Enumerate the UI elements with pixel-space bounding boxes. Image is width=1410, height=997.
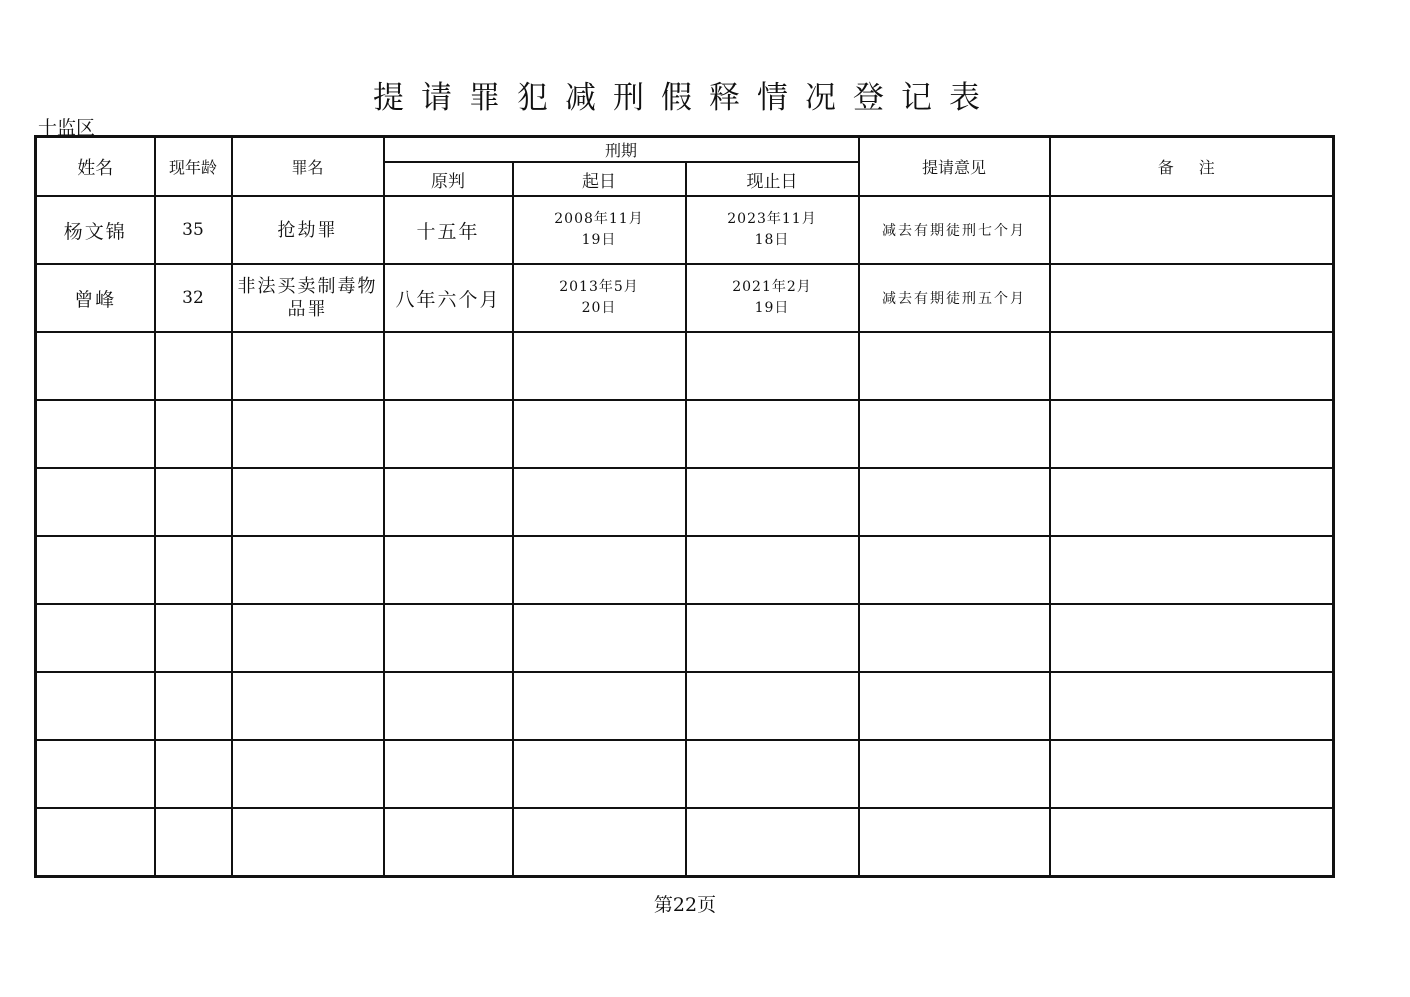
empty-row: [36, 672, 1334, 740]
empty-cell: [1050, 536, 1334, 604]
cell-original-sentence: 十五年: [384, 196, 513, 264]
empty-cell: [384, 604, 513, 672]
end-date-line1: 2023年11月: [727, 211, 817, 227]
empty-cell: [513, 604, 686, 672]
empty-cell: [513, 332, 686, 400]
empty-row: [36, 536, 1334, 604]
cell-opinion: 减去有期徒刑五个月: [859, 264, 1050, 332]
empty-cell: [232, 400, 384, 468]
empty-cell: [384, 468, 513, 536]
header-end: 现止日: [686, 162, 859, 196]
cell-age: 35: [155, 196, 232, 264]
empty-cell: [1050, 468, 1334, 536]
cell-name: 曾峰: [36, 264, 155, 332]
header-row-top: [36, 137, 1334, 163]
empty-cell: [1050, 400, 1334, 468]
empty-row: [36, 400, 1334, 468]
empty-cell: [859, 400, 1050, 468]
empty-cell: [232, 536, 384, 604]
start-date-line1: 2013年5月: [559, 279, 639, 295]
header-crime: 罪名: [232, 137, 384, 197]
start-date-line2: 19日: [581, 232, 617, 248]
empty-cell: [384, 536, 513, 604]
empty-cell: [384, 332, 513, 400]
empty-cell: [1050, 604, 1334, 672]
empty-cell: [513, 536, 686, 604]
header-remarks: 备 注: [1050, 137, 1334, 197]
empty-cell: [384, 740, 513, 808]
empty-cell: [36, 672, 155, 740]
empty-cell: [686, 808, 859, 876]
end-date-line1: 2021年2月: [732, 279, 812, 295]
document-title: 提请罪犯减刑假释情况登记表: [373, 80, 997, 116]
empty-cell: [384, 808, 513, 876]
empty-cell: [232, 672, 384, 740]
empty-cell: [686, 672, 859, 740]
cell-end-date: [686, 196, 859, 264]
empty-cell: [859, 740, 1050, 808]
empty-cell: [155, 536, 232, 604]
page-number: 第22页: [653, 894, 717, 916]
header-name: 姓名: [36, 137, 155, 197]
header-original: 原判: [384, 162, 513, 196]
cell-crime: 抢劫罪: [232, 196, 384, 264]
table-row: [36, 196, 1334, 264]
empty-cell: [686, 332, 859, 400]
empty-cell: [513, 400, 686, 468]
cell-opinion: 减去有期徒刑七个月: [859, 196, 1050, 264]
cell-original-sentence: 八年六个月: [384, 264, 513, 332]
cell-name: 杨文锦: [36, 196, 155, 264]
empty-cell: [686, 740, 859, 808]
empty-cell: [384, 400, 513, 468]
cell-age: 32: [155, 264, 232, 332]
empty-cell: [859, 332, 1050, 400]
header-age: 现年龄: [155, 137, 232, 197]
empty-cell: [232, 604, 384, 672]
empty-cell: [513, 808, 686, 876]
end-date-line2: 19日: [754, 300, 790, 316]
empty-cell: [232, 468, 384, 536]
empty-cell: [155, 468, 232, 536]
header-start: 起日: [513, 162, 686, 196]
empty-cell: [513, 672, 686, 740]
empty-cell: [36, 332, 155, 400]
empty-cell: [36, 740, 155, 808]
empty-cell: [232, 740, 384, 808]
empty-cell: [859, 468, 1050, 536]
empty-cell: [232, 808, 384, 876]
empty-cell: [36, 468, 155, 536]
header-term-group: 刑期: [384, 137, 859, 163]
empty-cell: [513, 468, 686, 536]
end-date-line2: 18日: [754, 232, 790, 248]
empty-cell: [686, 604, 859, 672]
empty-cell: [1050, 808, 1334, 876]
empty-cell: [155, 740, 232, 808]
table-row: [36, 264, 1334, 332]
empty-cell: [686, 400, 859, 468]
empty-cell: [155, 672, 232, 740]
header-opinion: 提请意见: [859, 137, 1050, 197]
empty-cell: [36, 808, 155, 876]
empty-cell: [232, 332, 384, 400]
empty-cell: [384, 672, 513, 740]
start-date-line2: 20日: [581, 300, 617, 316]
empty-cell: [36, 400, 155, 468]
start-date-line1: 2008年11月: [554, 211, 644, 227]
empty-cell: [36, 536, 155, 604]
empty-cell: [513, 740, 686, 808]
empty-cell: [155, 400, 232, 468]
empty-cell: [686, 468, 859, 536]
empty-cell: [1050, 740, 1334, 808]
empty-cell: [1050, 672, 1334, 740]
empty-row: [36, 468, 1334, 536]
empty-cell: [155, 604, 232, 672]
empty-row: [36, 740, 1334, 808]
empty-row: [36, 332, 1334, 400]
cell-remarks: [1050, 264, 1334, 332]
empty-cell: [155, 808, 232, 876]
empty-cell: [686, 536, 859, 604]
district-label: 十监区: [38, 117, 96, 139]
cell-end-date: [686, 264, 859, 332]
empty-cell: [859, 536, 1050, 604]
empty-cell: [36, 604, 155, 672]
cell-start-date: [513, 264, 686, 332]
empty-cell: [155, 332, 232, 400]
register-table: [34, 135, 1335, 878]
empty-cell: [859, 808, 1050, 876]
cell-crime: 非法买卖制毒物品罪: [232, 264, 384, 332]
cell-start-date: [513, 196, 686, 264]
empty-cell: [859, 604, 1050, 672]
empty-row: [36, 808, 1334, 876]
empty-cell: [1050, 332, 1334, 400]
empty-cell: [859, 672, 1050, 740]
empty-row: [36, 604, 1334, 672]
cell-remarks: [1050, 196, 1334, 264]
